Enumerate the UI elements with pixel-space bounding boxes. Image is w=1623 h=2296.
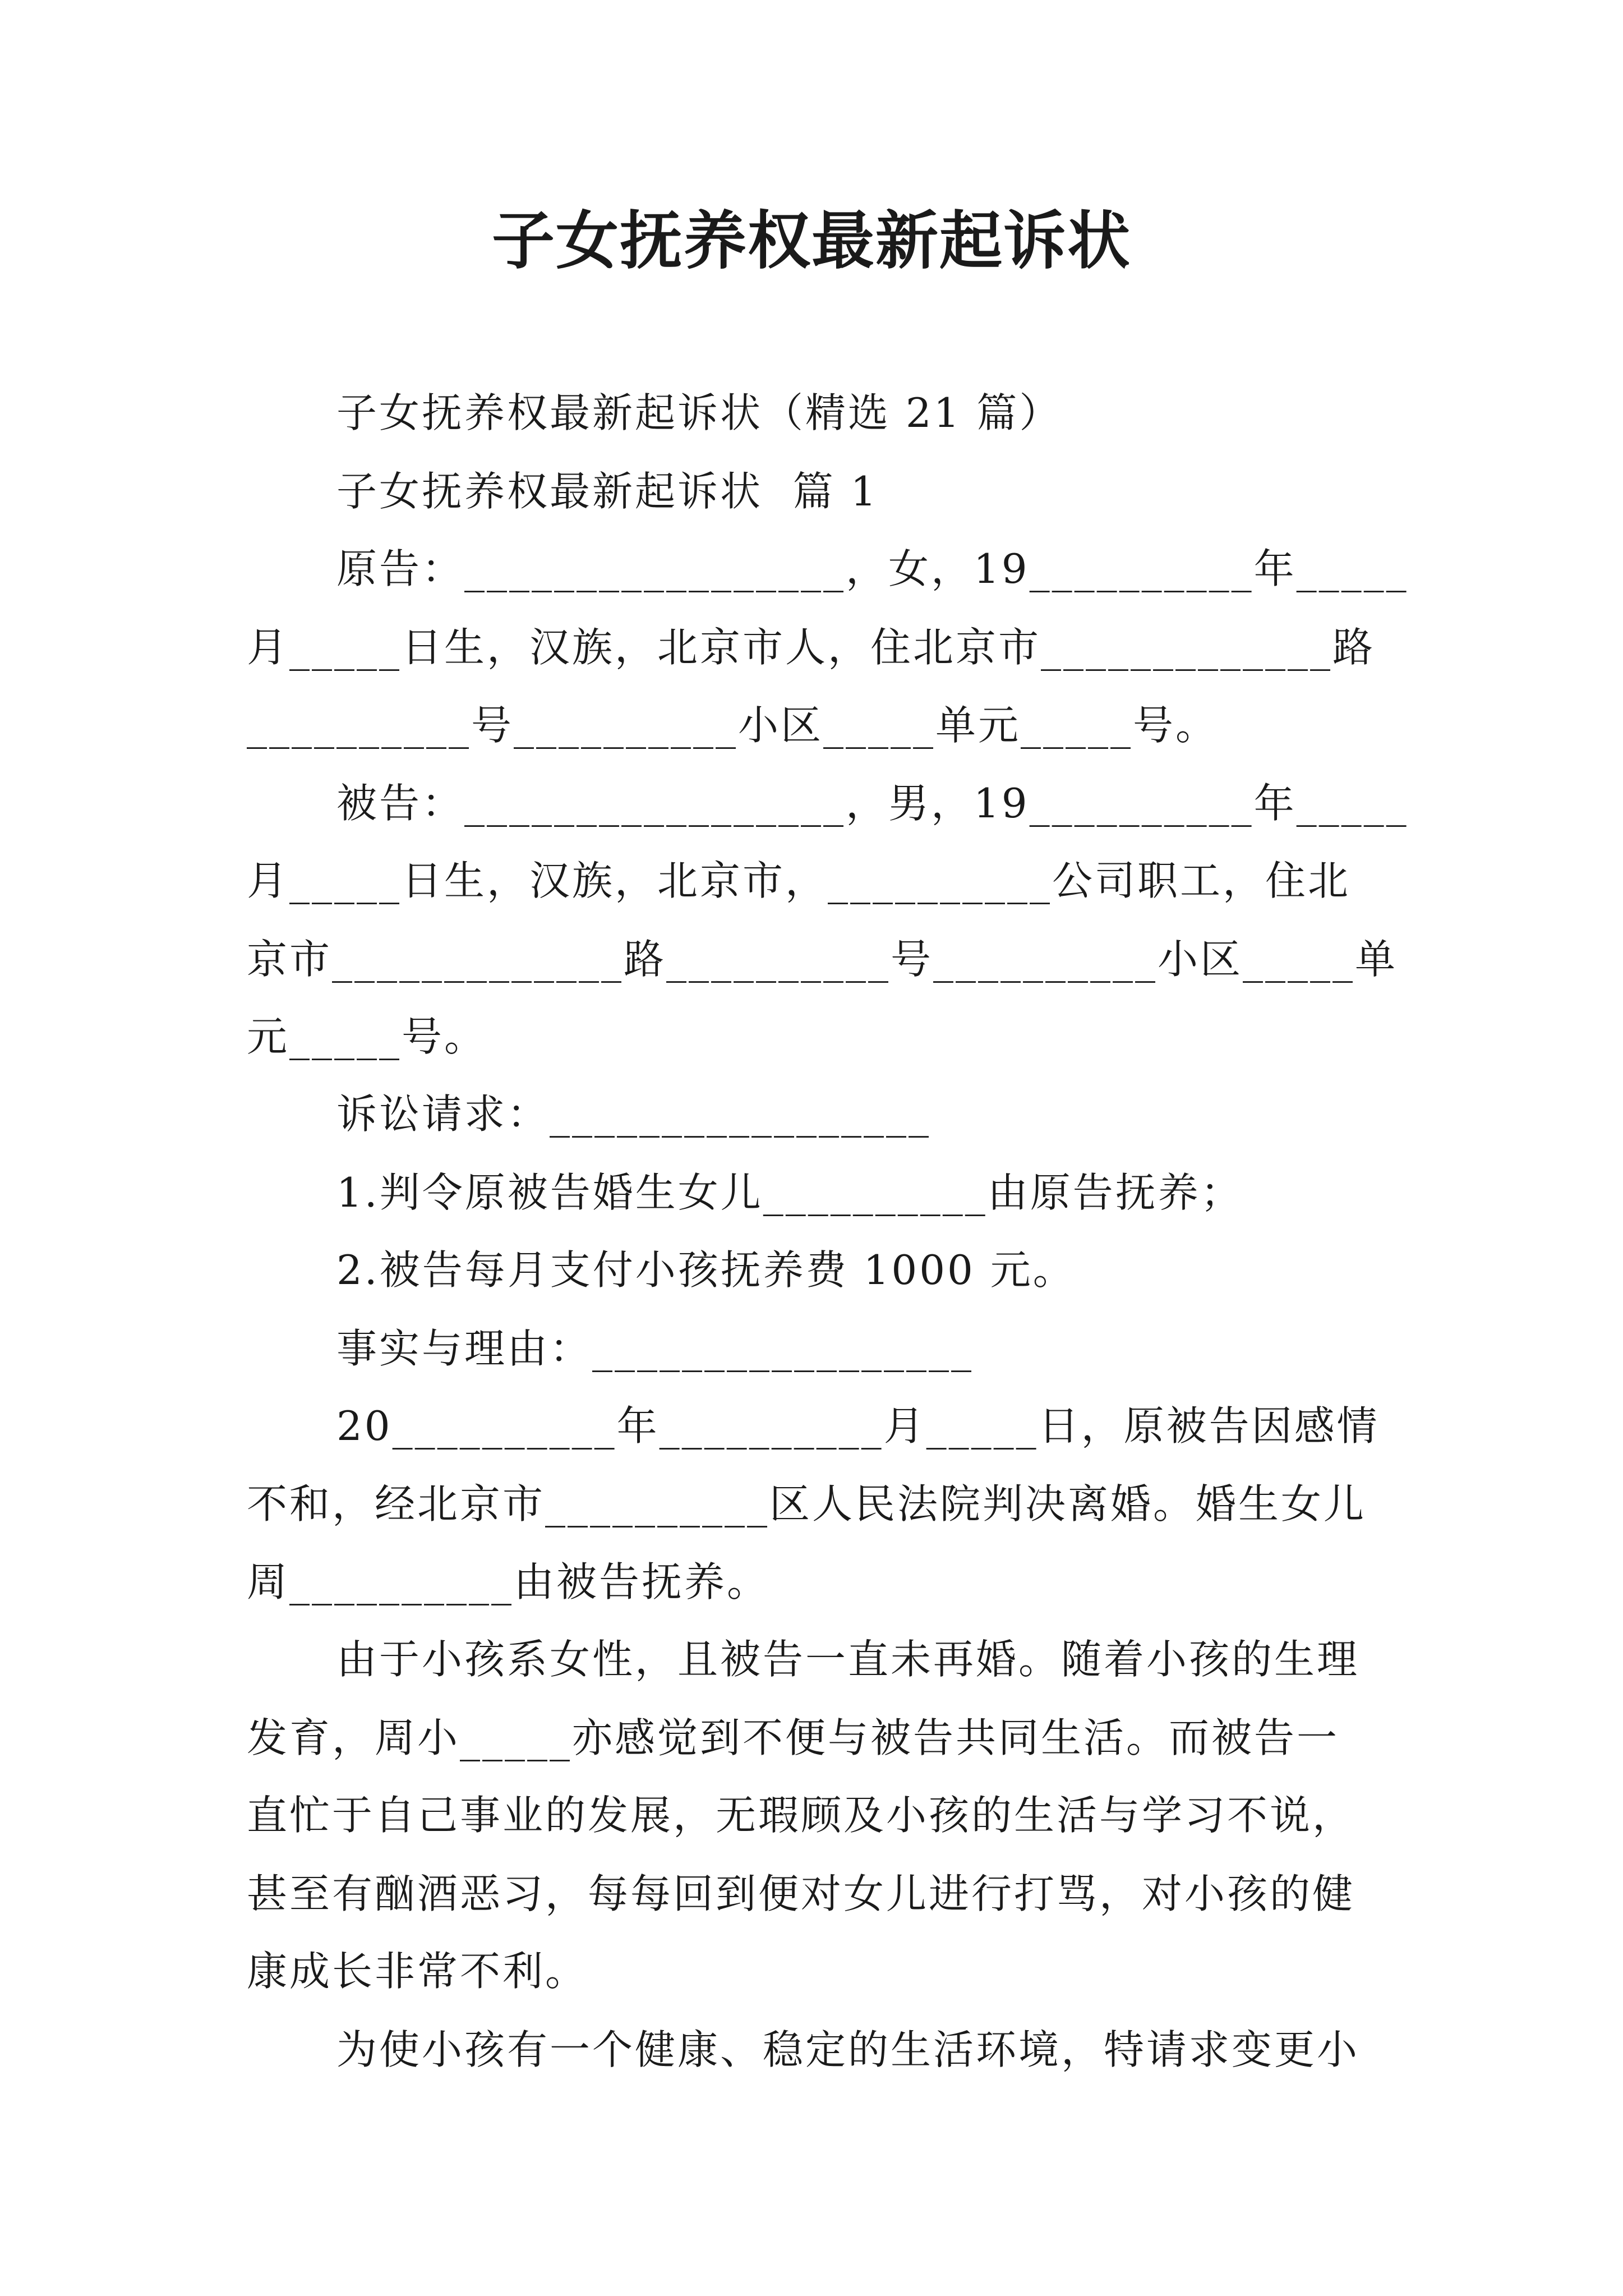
facts-line-3: 周__________由被告抚养。 bbox=[247, 1558, 770, 1605]
request-line-1: 为使小孩有一个健康、稳定的生活环境，特请求变更小 bbox=[336, 2026, 1360, 2073]
claim-item-2: 2.被告每月支付小孩抚养费 1000 元。 bbox=[336, 1246, 1076, 1294]
defendant-line-2: 月_____日生，汉族，北京市，__________公司职工，住北 bbox=[247, 857, 1351, 904]
reason-line-2: 发育，周小_____亦感觉到不便与被告共同生活。而被告一 bbox=[247, 1714, 1340, 1761]
defendant-line-1: 被告：_________________，男，19__________年_____ bbox=[336, 780, 1409, 827]
reason-line-4: 甚至有酗酒恶习，每每回到便对女儿进行打骂，对小孩的健 bbox=[247, 1870, 1355, 1917]
defendant-line-3: 京市_____________路__________号__________小区_____单 bbox=[247, 936, 1398, 983]
reason-line-3: 直忙于自己事业的发展，无瑕顾及小孩的生活与学习不说， bbox=[247, 1792, 1355, 1839]
claims-heading: 诉讼请求：_________________ bbox=[336, 1091, 932, 1138]
claim-item-1: 1.判令原被告婚生女儿__________由原告抚养； bbox=[336, 1169, 1243, 1216]
plaintiff-line-1: 原告：_________________，女，19__________年_____ bbox=[336, 545, 1409, 592]
facts-heading: 事实与理由：_________________ bbox=[336, 1325, 974, 1372]
facts-line-2: 不和，经北京市__________区人民法院判决离婚。婚生女儿 bbox=[247, 1480, 1367, 1527]
subtitle-line: 子女抚养权最新起诉状（精选 21 篇） bbox=[336, 389, 1062, 436]
plaintiff-line-2: 月_____日生，汉族，北京市人，住北京市_____________路 bbox=[247, 624, 1376, 671]
plaintiff-line-3: __________号__________小区_____单元_____号。 bbox=[247, 702, 1218, 749]
section-heading: 子女抚养权最新起诉状 篇 1 bbox=[336, 468, 879, 515]
reason-line-1: 由于小孩系女性，且被告一直未再婚。随着小孩的生理 bbox=[336, 1636, 1360, 1683]
defendant-line-4: 元_____号。 bbox=[247, 1013, 487, 1060]
reason-line-5: 康成长非常不利。 bbox=[247, 1948, 588, 1995]
document-title: 子女抚养权最新起诉状 bbox=[492, 204, 1131, 278]
facts-line-1: 20__________年__________月_____日，原被告因感情 bbox=[336, 1402, 1380, 1450]
